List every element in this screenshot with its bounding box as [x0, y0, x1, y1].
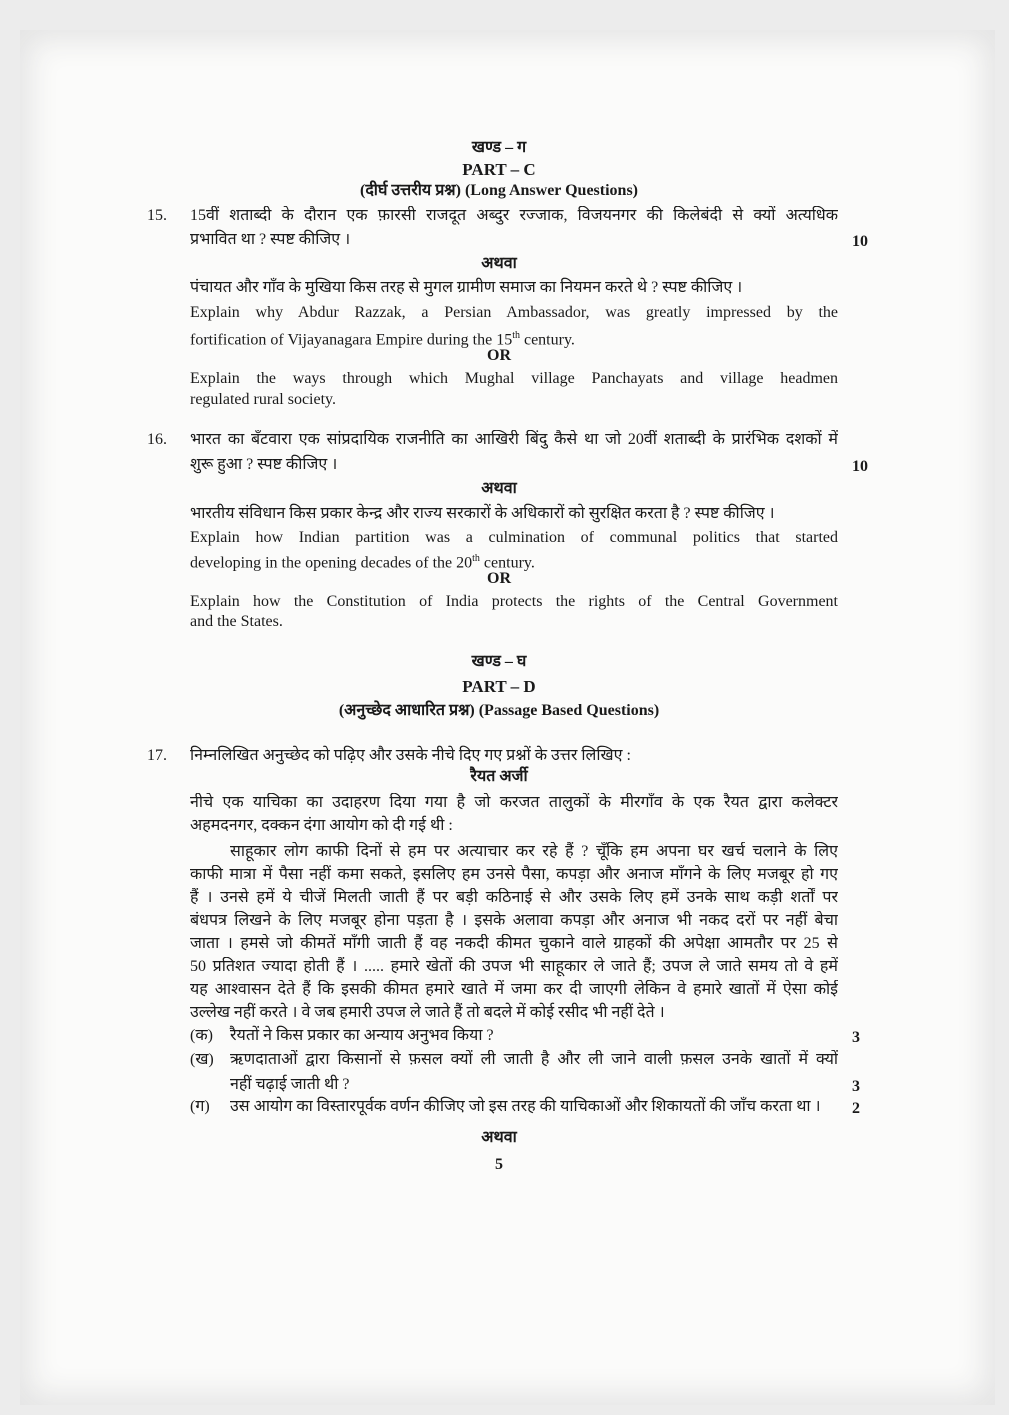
passage-line: बंधपत्र लिखने के लिए मजबूर होना पड़ता है । इसके अलावा कपड़ा और अनाज भी नकद दरों पर नहीं बेचा [190, 912, 838, 929]
part-title: PART – C [462, 160, 536, 179]
question-text-hindi: प्रभावित था ? स्पष्ट कीजिए । [190, 231, 351, 248]
subquestion-text: ऋणदाताओं द्वारा किसानों से फ़सल क्यों ली जाती है और ली जाने वाली फ़सल उनके खातों में क्यों [230, 1051, 838, 1068]
question-text-english: developing in the opening decades of the 20th century. [190, 553, 535, 572]
subquestion-text: नहीं चढ़ाई जाती थी ? [230, 1076, 350, 1093]
section-heading-hindi: खण्ड – ग [471, 139, 527, 156]
marks: 10 [852, 233, 868, 250]
question-number: 17. [147, 747, 167, 764]
page-number: 5 [495, 1156, 503, 1173]
passage-title: रैयत अर्जी [470, 768, 528, 785]
question-text-english: Explain how Indian partition was a culmination of communal politics that started [190, 529, 838, 546]
alt-question-english: Explain the ways through which Mughal village Panchayats and village headmen [190, 370, 838, 387]
question-text-hindi: शुरू हुआ ? स्पष्ट कीजिए । [190, 456, 338, 473]
passage-line: काफी मात्रा में पैसा नहीं कमा सकते, इसलिए हम उनसे पैसा, कपड़ा और अनाज माँगने के लिए मजबूर हो गए [190, 866, 838, 883]
instruction: निम्नलिखित अनुच्छेद को पढ़िए और उसके नीचे दिए गए प्रश्नों के उत्तर लिखिए : [190, 747, 631, 764]
question-number: 15. [147, 207, 167, 224]
or-hindi: अथवा [481, 255, 517, 272]
subquestion-label: (ग) [190, 1098, 210, 1115]
passage-intro: नीचे एक याचिका का उदाहरण दिया गया है जो करजत तालुकों के मीरगाँव के एक रैयत द्वारा कलेक्टर [190, 794, 838, 811]
alt-question-english: Explain how the Constitution of India protects the rights of the Central Government [190, 593, 838, 610]
section-heading-hindi: खण्ड – घ [471, 653, 527, 670]
part-subtitle: (दीर्घ उत्तरीय प्रश्न) (Long Answer Questions) [359, 182, 639, 199]
marks: 3 [852, 1029, 860, 1046]
subquestion-text: उस आयोग का विस्तारपूर्वक वर्णन कीजिए जो इस तरह की याचिकाओं और शिकायतों की जाँच करता था । [230, 1098, 821, 1115]
passage-line: यह आश्वासन देते हैं कि इसकी कीमत हमारे खाते में जमा कर दी जाएगी लेकिन वे हमारे खातों में ऐसा कोई [190, 981, 838, 998]
question-number: 16. [147, 431, 167, 448]
subquestion-label: (ख) [190, 1051, 214, 1068]
passage-line: हैं । उनसे हमें ये चीजें मिलती जाती हैं पर बड़ी कठिनाई से और उसके लिए हमें उनके साथ कड़ी शर्तों पर [190, 889, 838, 906]
marks: 2 [852, 1100, 860, 1117]
alt-question-hindi: पंचायत और गाँव के मुखिया किस तरह से मुगल ग्रामीण समाज का नियमन करते थे ? स्पष्ट कीजिए । [190, 279, 743, 296]
alt-question-english: and the States. [190, 613, 283, 630]
question-text-hindi: भारत का बँटवारा एक सांप्रदायिक राजनीति का आखिरी बिंदु कैसे था जो 20वीं शताब्दी के प्रारंभिक दशकों में [190, 431, 838, 448]
passage-intro: अहमदनगर, दक्कन दंगा आयोग को दी गई थी : [190, 817, 453, 834]
alt-question-english: regulated rural society. [190, 391, 337, 408]
or-hindi: अथवा [481, 480, 517, 497]
passage-line: 50 प्रतिशत ज्यादा होती हैं । ..... हमारे खेतों की उपज भी साहूकार ले जाते हैं; उपज ले जाते समय तो वे हमें [190, 958, 838, 975]
or-english: OR [487, 347, 511, 364]
marks: 3 [852, 1078, 860, 1095]
or-english: OR [487, 570, 511, 587]
alt-question-hindi: भारतीय संविधान किस प्रकार केन्द्र और राज्य सरकारों के अधिकारों को सुरक्षित करता है ? स्पष्ट कीजिए । [190, 505, 775, 522]
question-text-hindi: 15वीं शताब्दी के दौरान एक फ़ारसी राजदूत अब्दुर रज्जाक, विजयनगर की किलेबंदी से क्यों अत्यधिक [190, 207, 838, 224]
part-title: PART – D [462, 677, 536, 696]
subquestion-label: (क) [190, 1027, 213, 1044]
passage-line: जाता । हमसे जो कीमतें माँगी जाती हैं वह नकदी कीमत चुकाने वाले ग्राहकों की अपेक्षा आमतौर पर 25 से [190, 935, 838, 952]
subquestion-text: रैयतों ने किस प्रकार का अन्याय अनुभव किया ? [230, 1027, 494, 1044]
part-subtitle: (अनुच्छेद आधारित प्रश्न) (Passage Based Questions) [338, 702, 660, 719]
passage-line: साहूकार लोग काफी दिनों से हम पर अत्याचार कर रहे हैं ? चूँकि हम अपना घर खर्च चलाने के लिए [230, 843, 838, 860]
question-text-english: Explain why Abdur Razzak, a Persian Ambassador, was greatly impressed by the [190, 304, 838, 321]
or-hindi: अथवा [481, 1129, 517, 1146]
passage-line: उल्लेख नहीं करते । वे जब हमारी उपज ले जाते हैं तो बदले में कोई रसीद भी नहीं देते । [190, 1004, 665, 1021]
question-text-english: fortification of Vijayanagara Empire during the 15th century. [190, 330, 575, 349]
marks: 10 [852, 458, 868, 475]
